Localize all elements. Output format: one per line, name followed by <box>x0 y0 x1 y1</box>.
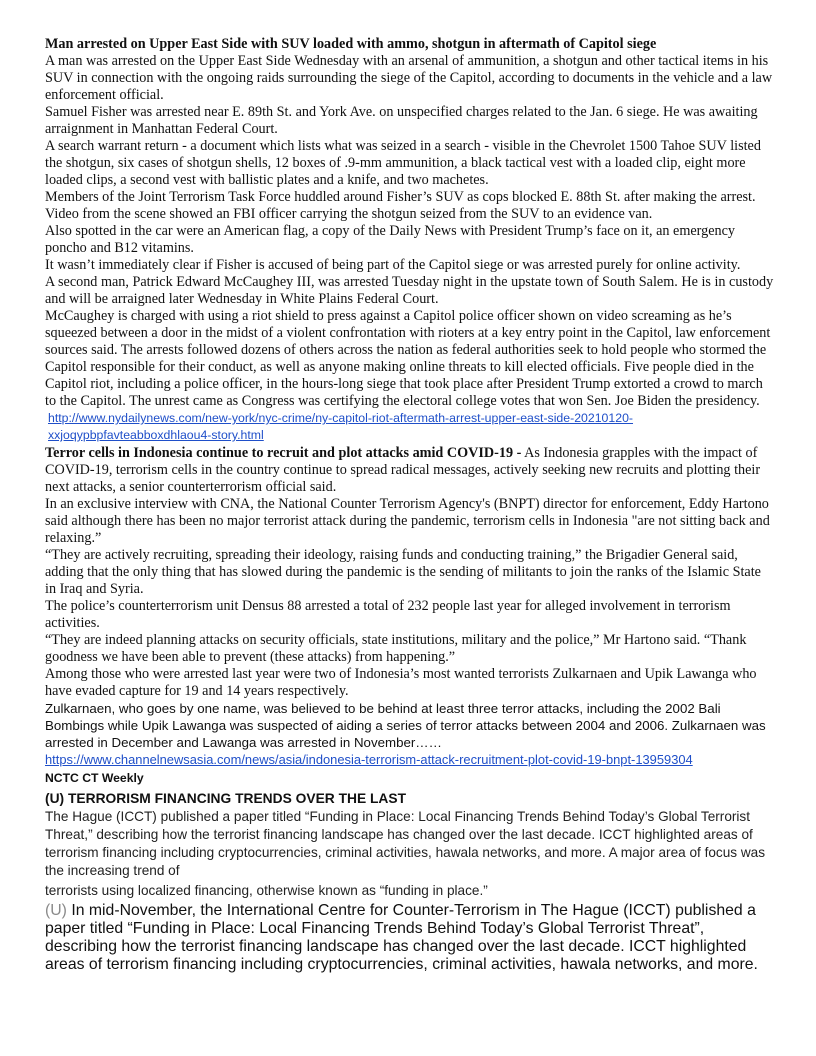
body-paragraph <box>45 902 775 974</box>
article-paragraph: “They are actively recruiting, spreading their ideology, raising funds and conducting training,” the Brigadier General said, adding that the only thing that has slowed during the pandemic is the sending of militants to join the ranks of the Islamic State in Iraq and Syria. <box>45 547 761 597</box>
source-link-nydailynews[interactable]: http://www.nydailynews.com/new-york/nyc-crime/ny-capitol-riot-aftermath-arrest-upper-east-side-20210120-xxjoqypbpfavteabboxdhlaou4-story.html <box>48 411 634 442</box>
document-page <box>45 36 775 974</box>
article-capitol-arrest <box>45 36 775 444</box>
body-text: In mid-November, the International Centre for Counter-Terrorism in The Hague (ICCT) published a paper titled “Funding in Place: Local Financing Trends Behind Today’s Global Terrorist Threat”, describing how the terrorist financing landscape has changed over the last decade. ICCT highlighted areas of terrorism financing including cryptocurrencies, criminal activities, hawala networks, and more. <box>45 902 758 973</box>
article-paragraph: The police’s counterterrorism unit Densus 88 arrested a total of 232 people last year for alleged involvement in terrorism activities. <box>45 598 731 631</box>
article-headline: Man arrested on Upper East Side with SUV loaded with ammo, shotgun in aftermath of Capitol siege <box>45 36 657 52</box>
article-terrorism-financing <box>45 769 775 974</box>
article-lead-text: As Indonesia grapples with the impact of COVID-19, terrorism cells in the country continue to spread radical messages, actively seeking new recruits and plotting their next attacks, a senior counterterrorism official said. <box>45 445 761 495</box>
article-paragraph: Samuel Fisher was arrested near E. 89th St. and York Ave. on unspecified charges related to the Jan. 6 siege. He was awaiting arraignment in Manhattan Federal Court. <box>45 104 758 137</box>
section-heading: (U) TERRORISM FINANCING TRENDS OVER THE LAST <box>45 791 407 806</box>
article-paragraph: A second man, Patrick Edward McCaughey III, was arrested Tuesday night in the upstate town of South Salem. He is in custody and will be arraigned later Wednesday in White Plains Federal Court. <box>45 274 774 307</box>
article-paragraph: A man was arrested on the Upper East Side Wednesday with an arsenal of ammunition, a shotgun and other tactical items in his SUV in connection with the ongoing raids surrounding the siege of the Capitol, according to documents in the vehicle and a law enforcement official. <box>45 53 773 103</box>
article-indonesia-terror <box>45 445 775 769</box>
article-paragraph: McCaughey is charged with using a riot shield to press against a Capitol police officer shown on video screaming as he’s squeezed between a door in the midst of a violent confrontation with rioters at a key entry point in the Capitol, law enforcement sources said. The arrests followed dozens of others across the nation as federal authorities seek to hold people who stormed the Capitol responsible for their conduct, as well as anyone making online threats to kill elected officials. Five people died in the Capitol riot, including a police officer, in the hours-long siege that took place after President Trump extorted a crowd to march to the Capitol. The unrest came as Congress was certifying the electoral college votes that won Sen. Joe Biden the presidency. <box>45 308 771 409</box>
article-headline: Terror cells in Indonesia continue to recruit and plot attacks amid COVID-19 - <box>45 445 522 461</box>
article-paragraph: Also spotted in the car were an American flag, a copy of the Daily News with President Trump’s face on it, an emergency poncho and B12 vitamins. <box>45 223 736 256</box>
article-lead-paragraph <box>45 445 775 496</box>
article-paragraph: “They are indeed planning attacks on security officials, state institutions, military and the police,” Mr Hartono said. “Thank goodness we have been able to prevent (these attacks) from happening.” <box>45 632 747 665</box>
classification-marker: (U) <box>45 902 67 919</box>
article-paragraph: Among those who were arrested last year were two of Indonesia’s most wanted terrorists Zulkarnaen and Upik Lawanga who have evaded capture for 19 and 14 years respectively. <box>45 666 757 699</box>
article-paragraph: In an exclusive interview with CNA, the National Counter Terrorism Agency's (BNPT) director for enforcement, Eddy Hartono said although there has been no major terrorist attack during the pandemic, terrorism cells in Indonesia "are not sitting back and relaxing.” <box>45 496 770 546</box>
article-paragraph: Zulkarnaen, who goes by one name, was believed to be behind at least three terror attacks, including the 2002 Bali Bombings while Upik Lawanga was suspected of aiding a series of terror attacks between 2004 and 2006. Zulkarnaen was arrested in December and Lawanga was arrested in November…… <box>45 701 766 750</box>
article-paragraph: It wasn’t immediately clear if Fisher is accused of being part of the Capitol siege or was arrested purely for online activity. <box>45 257 741 273</box>
summary-paragraph-continued: terrorists using localized financing, otherwise known as “funding in place.” <box>45 883 488 898</box>
article-paragraph: A search warrant return - a document which lists what was seized in a search - visible in the Chevrolet 1500 Tahoe SUV listed the shotgun, six cases of shotgun shells, 12 boxes of .9-mm ammunition, a black tactical vest with a loaded clip, eight more loaded clips, a second vest with ballistic plates and a knife, and two machetes. <box>45 138 761 188</box>
source-label: NCTC CT Weekly <box>45 771 144 785</box>
article-paragraph: Members of the Joint Terrorism Task Force huddled around Fisher’s SUV as cops blocked E. 88th St. after making the arrest. Video from the scene showed an FBI officer carrying the shotgun seized from the SUV to an evidence van. <box>45 189 756 222</box>
source-link-channelnewsasia[interactable]: https://www.channelnewsasia.com/news/asia/indonesia-terrorism-attack-recruitment-plot-covid-19-bnpt-13959304 <box>45 752 693 767</box>
summary-paragraph: The Hague (ICCT) published a paper titled “Funding in Place: Local Financing Trends Behind Today’s Global Terrorist Threat,” describing how the terrorist financing landscape has changed over the last decade. ICCT highlighted areas of terrorism financing including cryptocurrencies, criminal activities, hawala networks, and more. A major area of focus was the increasing trend of <box>45 809 766 878</box>
